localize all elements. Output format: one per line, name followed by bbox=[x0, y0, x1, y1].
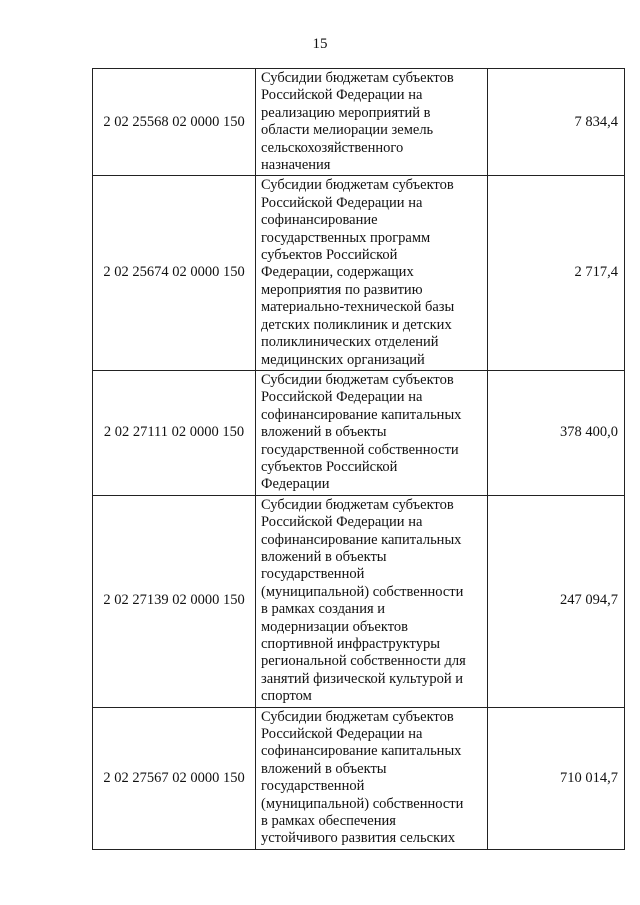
description-line: государственных программ bbox=[261, 229, 431, 246]
table-row bbox=[93, 707, 625, 849]
description-line: модернизации объектов bbox=[261, 618, 408, 635]
description-line: (муниципальной) собственности bbox=[261, 795, 464, 812]
description-line: государственной собственности bbox=[261, 441, 459, 458]
description-line: софинансирование капитальных bbox=[261, 531, 462, 548]
description-line: Субсидии бюджетам субъектов bbox=[261, 496, 454, 513]
description-line: спортивной инфраструктуры bbox=[261, 636, 440, 652]
description-line: материально-технической базы bbox=[261, 299, 455, 316]
budget-code-cell: 2 02 25568 02 0000 150 bbox=[93, 69, 256, 176]
amount-cell: 247 094,7 bbox=[488, 495, 625, 707]
description-line: софинансирование капитальных bbox=[261, 743, 462, 760]
amount-cell: 7 834,4 bbox=[488, 69, 625, 176]
description-line: вложений в объекты bbox=[261, 760, 387, 777]
budget-code-cell: 2 02 27111 02 0000 150 bbox=[93, 370, 256, 495]
description-line: медицинских организаций bbox=[261, 351, 425, 368]
budget-table bbox=[92, 68, 625, 850]
description-cell bbox=[256, 707, 488, 849]
description-line: Российской Федерации на bbox=[261, 194, 423, 211]
description-line: субъектов Российской bbox=[261, 458, 398, 475]
table-row bbox=[93, 370, 625, 495]
description-line: спортом bbox=[261, 688, 312, 705]
description-line: региональной собственности для bbox=[261, 653, 466, 670]
description-line: в рамках создания и bbox=[261, 601, 386, 618]
description-line: сельскохозяйственного bbox=[261, 139, 404, 156]
description-line: Субсидии бюджетам субъектов bbox=[261, 177, 454, 194]
description-line: софинансирование bbox=[261, 212, 378, 229]
page-number: 15 bbox=[312, 36, 328, 52]
table-row bbox=[93, 69, 625, 176]
description-line: Субсидии бюджетам субъектов bbox=[261, 708, 454, 725]
description-cell bbox=[256, 495, 488, 707]
description-line: мероприятия по развитию bbox=[261, 281, 423, 298]
description-cell bbox=[256, 370, 488, 495]
table-row bbox=[93, 495, 625, 707]
description-cell bbox=[256, 69, 488, 176]
description-line: в рамках обеспечения bbox=[261, 813, 396, 830]
budget-code-cell: 2 02 25674 02 0000 150 bbox=[93, 176, 256, 370]
description-line: государственной bbox=[261, 566, 365, 583]
budget-table-body bbox=[93, 69, 625, 850]
description-line: области мелиорации земель bbox=[261, 122, 434, 139]
description-line: Российской Федерации на bbox=[261, 726, 423, 743]
budget-code-cell: 2 02 27139 02 0000 150 bbox=[93, 495, 256, 707]
amount-cell: 378 400,0 bbox=[488, 370, 625, 495]
description-line: детских поликлиник и детских bbox=[261, 316, 452, 333]
description-line: вложений в объекты bbox=[261, 424, 387, 441]
description-line: реализацию мероприятий в bbox=[261, 104, 431, 121]
description-line: устойчивого развития сельских bbox=[261, 830, 456, 847]
description-line: назначения bbox=[261, 157, 331, 174]
description-cell bbox=[256, 176, 488, 370]
description-line: занятий физической культурой и bbox=[261, 670, 463, 687]
budget-code-cell: 2 02 27567 02 0000 150 bbox=[93, 707, 256, 849]
description-line: Российской Федерации на bbox=[261, 389, 423, 406]
description-line: вложений в объекты bbox=[261, 548, 387, 565]
description-line: Российской Федерации на bbox=[261, 87, 423, 104]
description-line: Федерации, содержащих bbox=[261, 264, 414, 281]
description-line: государственной bbox=[261, 778, 365, 795]
amount-cell: 2 717,4 bbox=[488, 176, 625, 370]
description-line: софинансирование капитальных bbox=[261, 406, 462, 423]
description-line: Субсидии бюджетам субъектов bbox=[261, 371, 454, 388]
description-line: (муниципальной) собственности bbox=[261, 583, 464, 600]
table-row bbox=[93, 176, 625, 370]
description-line: Российской Федерации на bbox=[261, 514, 423, 531]
description-line: субъектов Российской bbox=[261, 247, 398, 264]
description-line: Субсидии бюджетам субъектов bbox=[261, 70, 454, 86]
amount-cell: 710 014,7 bbox=[488, 707, 625, 849]
description-line: Федерации bbox=[261, 476, 330, 493]
description-line: поликлинических отделений bbox=[261, 334, 439, 351]
